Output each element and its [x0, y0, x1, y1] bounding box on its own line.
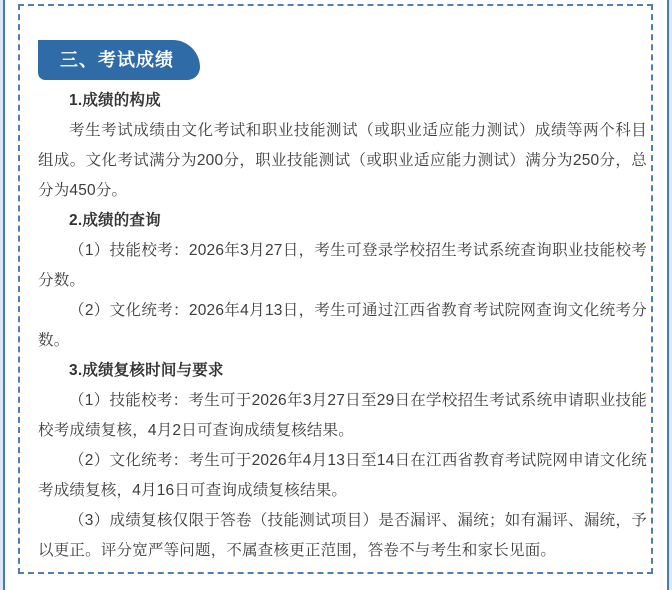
section-title-badge — [38, 40, 200, 80]
section-content — [38, 86, 647, 566]
subheading-score-review: 3.成绩复核时间与要求 — [69, 362, 224, 379]
paragraph-review-scope: （3）成绩复核仅限于答卷（技能测试项目）是否漏评、漏统；如有漏评、漏统，予以更正。评分宽严等问题，不属查核更正范围，答卷不与考生和家长见面。 — [38, 512, 647, 559]
document-page — [3, 0, 669, 590]
subheading-score-query: 2.成绩的查询 — [69, 212, 161, 229]
paragraph-score-composition: 考生考试成绩由文化考试和职业技能测试（或职业适应能力测试）成绩等两个科目组成。文化考试满分为200分，职业技能测试（或职业适应能力测试）满分为250分，总分为450分。 — [38, 122, 647, 199]
section-title: 三、考试成绩 — [60, 50, 174, 70]
subheading-score-composition: 1.成绩的构成 — [69, 92, 161, 109]
paragraph-culture-exam-review: （2）文化统考：考生可于2026年4月13日至14日在江西省教育考试院网申请文化统考成绩复核，4月16日可查询成绩复核结果。 — [38, 452, 647, 499]
paragraph-culture-exam-query: （2）文化统考：2026年4月13日，考生可通过江西省教育考试院网查询文化统考分数。 — [38, 302, 647, 349]
paragraph-skill-exam-review: （1）技能校考：考生可于2026年3月27日至29日在学校招生考试系统申请职业技能校考成绩复核，4月2日可查询成绩复核结果。 — [38, 392, 647, 439]
paragraph-skill-exam-query: （1）技能校考：2026年3月27日，考生可登录学校招生考试系统查询职业技能校考分数。 — [38, 242, 647, 289]
